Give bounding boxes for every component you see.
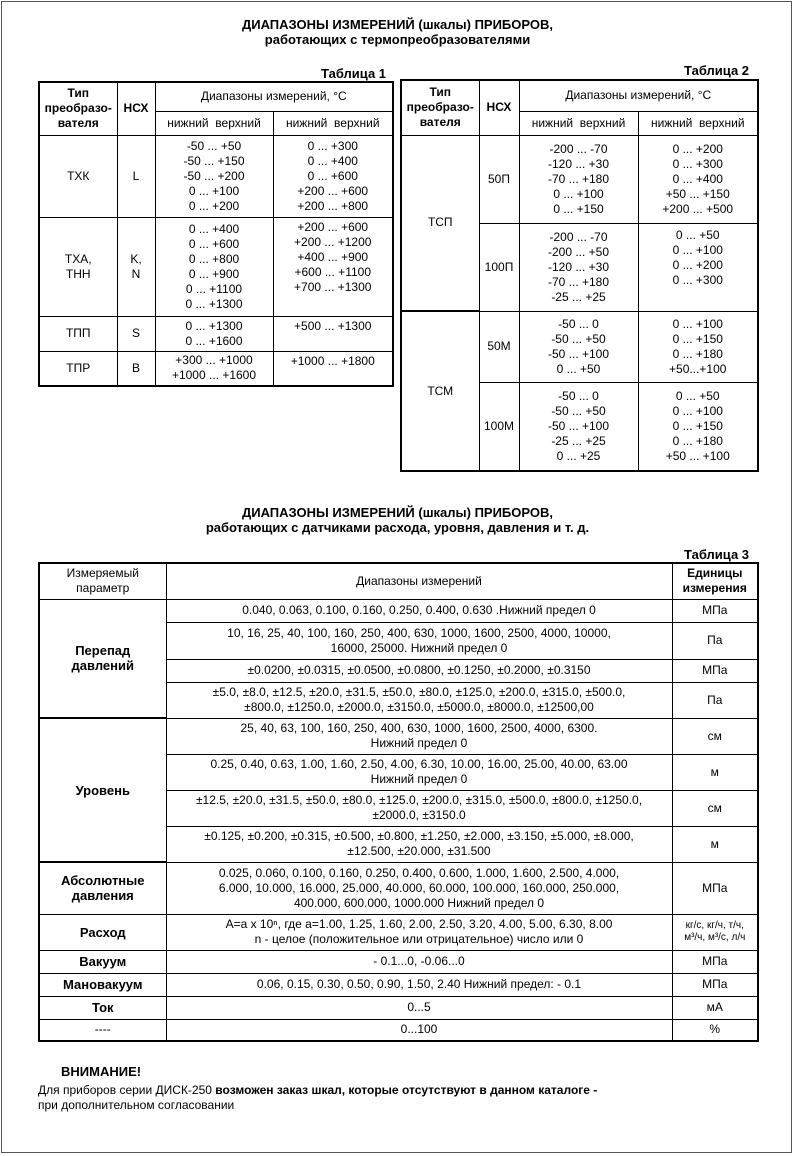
- table-row: [39, 599, 758, 622]
- t1-type: ТХА, ТНН: [39, 217, 117, 316]
- table-row: [39, 1019, 758, 1041]
- t3-range: 25, 40, 63, 100, 160, 250, 400, 630, 1000, 1600, 2500, 4000, 6300. Нижний предел 0: [166, 718, 672, 754]
- t1-header-nsx: НСХ: [117, 82, 155, 135]
- t3-unit: см: [672, 718, 758, 754]
- t3-range: A=a x 10ⁿ, где a=1.00, 1.25, 1.60, 2.00, 2.50, 3.20, 4.00, 5.00, 6.30, 8.00 n - целое (положительное или отрицательное) число или 0: [166, 914, 672, 950]
- t3-unit: МПа: [672, 973, 758, 996]
- table-row: [401, 311, 758, 382]
- t3-param: Абсолютные давления: [39, 862, 166, 914]
- t3-range: 0.025, 0.060, 0.100, 0.160, 0.250, 0.400, 0.600, 1.000, 1.600, 2.500, 4.000, 6.000, 10.000, 16.000, 25.000, 40.000, 60.000, 100.000, 160.000, 250.000, 400.000, 600.000, 1000.000 Нижний предел 0: [166, 862, 672, 914]
- t3-unit: %: [672, 1019, 758, 1041]
- table-row: [401, 135, 758, 223]
- t2-header-type: Тип преобразо- вателя: [401, 80, 479, 135]
- t2-nsx: 50М: [479, 311, 519, 382]
- t1-nsx: K, N: [117, 217, 155, 316]
- t1-col2: 0 ... +300 0 ... +400 0 ... +600 +200 ... +600 +200 ... +800: [273, 135, 393, 217]
- table-row: [39, 950, 758, 973]
- t3-range: ±12.5, ±20.0, ±31.5, ±50.0, ±80.0, ±125.0, ±200.0, ±315.0, ±500.0, ±800.0, ±1250.0, ±2000.0, ±3150.0: [166, 790, 672, 826]
- t3-unit: МПа: [672, 659, 758, 682]
- t3-header-units: Единицы измерения: [672, 563, 758, 599]
- t2-nsx: 100П: [479, 223, 519, 311]
- t1-nsx: S: [117, 316, 155, 351]
- t3-unit: МПа: [672, 950, 758, 973]
- t3-param: Перепад давлений: [39, 599, 166, 718]
- t3-range: - 0.1...0, -0.06...0: [166, 950, 672, 973]
- t3-unit: м: [672, 826, 758, 862]
- t1-nsx: B: [117, 351, 155, 386]
- t3-header-param: Измеряемый параметр: [39, 563, 166, 599]
- table2: [400, 79, 759, 472]
- notice-text-part3: при дополнительном согласовании: [38, 1098, 235, 1112]
- table-row: [39, 973, 758, 996]
- t3-range: ±5.0, ±8.0, ±12.5, ±20.0, ±31.5, ±50.0, ±80.0, ±125.0, ±200.0, ±315.0, ±500.0, ±800.0, ±1250.0, ±2000.0, ±3150.0, ±5000.0, ±8000.0, ±12500,00: [166, 682, 672, 718]
- t2-type: ТСМ: [401, 311, 479, 471]
- t1-header-lower-upper-1: нижний верхний: [155, 111, 273, 135]
- table-row: [39, 996, 758, 1019]
- t2-col2: 0 ... +50 0 ... +100 0 ... +200 0 ... +300: [638, 223, 758, 311]
- notice-text-bold: возможен заказ шкал, которые отсутствуют в данном каталоге -: [215, 1083, 598, 1097]
- title-sensors-line1: ДИАПАЗОНЫ ИЗМЕРЕНИЙ (шкалы) ПРИБОРОВ,: [241, 505, 553, 520]
- t3-param: ----: [39, 1019, 166, 1041]
- t1-col2: +500 ... +1300: [273, 316, 393, 351]
- t3-range: 0.06, 0.15, 0.30, 0.50, 0.90, 1.50, 2.40 Нижний предел: - 0.1: [166, 973, 672, 996]
- t2-col2: 0 ... +200 0 ... +300 0 ... +400 +50 ... +150 +200 ... +500: [638, 135, 758, 223]
- t3-unit: м: [672, 754, 758, 790]
- t3-unit: кг/с, кг/ч, т/ч, м³/ч, м³/с, л/ч: [672, 914, 758, 950]
- t1-header-ranges: Диапазоны измерений, °С: [155, 82, 393, 111]
- table-row: [39, 914, 758, 950]
- title-sensors: [0, 505, 795, 535]
- t3-range: 0...100: [166, 1019, 672, 1041]
- t3-param: Мановакуум: [39, 973, 166, 996]
- t2-header-nsx: НСХ: [479, 80, 519, 135]
- table1: [38, 81, 394, 387]
- t1-col1: +300 ... +1000 +1000 ... +1600: [155, 351, 273, 386]
- t1-col2: +200 ... +600 +200 ... +1200 +400 ... +900 +600 ... +1100 +700 ... +1300: [273, 217, 393, 316]
- t1-type: ТПП: [39, 316, 117, 351]
- t3-range: ±0.0200, ±0.0315, ±0.0500, ±0.0800, ±0.1250, ±0.2000, ±0.3150: [166, 659, 672, 682]
- t1-col1: -50 ... +50 -50 ... +150 -50 ... +200 0 ... +100 0 ... +200: [155, 135, 273, 217]
- t1-nsx: L: [117, 135, 155, 217]
- t3-range: 0...5: [166, 996, 672, 1019]
- t3-unit: мА: [672, 996, 758, 1019]
- t2-type: ТСП: [401, 135, 479, 311]
- t2-col1: -50 ... 0 -50 ... +50 -50 ... +100 0 ... +50: [519, 311, 638, 382]
- t3-param: Вакуум: [39, 950, 166, 973]
- t2-col1: -200 ... -70 -120 ... +30 -70 ... +180 0 ... +100 0 ... +150: [519, 135, 638, 223]
- table-row: [39, 351, 393, 386]
- t1-type: ТХК: [39, 135, 117, 217]
- t3-unit: см: [672, 790, 758, 826]
- t3-range: 0.25, 0.40, 0.63, 1.00, 1.60, 2.50, 4.00, 6.30, 10.00, 16.00, 25.00, 40.00, 63.00 Нижний предел 0: [166, 754, 672, 790]
- t1-col1: 0 ... +1300 0 ... +1600: [155, 316, 273, 351]
- notice-text-part1: Для приборов серии ДИСК-250: [38, 1083, 216, 1097]
- t3-unit: Па: [672, 622, 758, 659]
- t1-col1: 0 ... +400 0 ... +600 0 ... +800 0 ... +900 0 ... +1100 0 ... +1300: [155, 217, 273, 316]
- table-row: [39, 316, 393, 351]
- t2-header-lower-upper-2: нижний верхний: [638, 111, 758, 135]
- table-row: [39, 217, 393, 316]
- t2-nsx: 50П: [479, 135, 519, 223]
- t3-header-ranges: Диапазоны измерений: [166, 563, 672, 599]
- notice-text: [38, 1083, 738, 1113]
- t3-unit: МПа: [672, 599, 758, 622]
- t2-col1: -200 ... -70 -200 ... +50 -120 ... +30 -70 ... +180 -25 ... +25: [519, 223, 638, 311]
- title-thermo-line1: ДИАПАЗОНЫ ИЗМЕРЕНИЙ (шкалы) ПРИБОРОВ,: [241, 17, 553, 32]
- t1-header-type: Тип преобразо- вателя: [39, 82, 117, 135]
- table-row: [39, 718, 758, 754]
- table2-caption: Таблица 2: [684, 63, 750, 78]
- title-thermo-line2: работающих с термопреобразователями: [264, 32, 531, 47]
- table-row: [39, 135, 393, 217]
- t2-col2: 0 ... +100 0 ... +150 0 ... +180 +50...+100: [638, 311, 758, 382]
- t3-range: 0.040, 0.063, 0.100, 0.160, 0.250, 0.400, 0.630 .Нижний предел 0: [166, 599, 672, 622]
- t2-nsx: 100М: [479, 382, 519, 471]
- notice-heading: ВНИМАНИЕ!: [61, 1064, 142, 1079]
- t2-col1: -50 ... 0 -50 ... +50 -50 ... +100 -25 ... +25 0 ... +25: [519, 382, 638, 471]
- t3-unit: МПа: [672, 862, 758, 914]
- t1-col2: +1000 ... +1800: [273, 351, 393, 386]
- t3-range: 10, 16, 25, 40, 100, 160, 250, 400, 630, 1000, 1600, 2500, 4000, 10000, 16000, 25000. Нижний предел 0: [166, 622, 672, 659]
- t1-type: ТПР: [39, 351, 117, 386]
- table1-caption: Таблица 1: [321, 66, 387, 81]
- t2-header-lower-upper-1: нижний верхний: [519, 111, 638, 135]
- title-sensors-line2: работающих с датчиками расхода, уровня, давления и т. д.: [205, 520, 590, 535]
- t3-unit: Па: [672, 682, 758, 718]
- table-row: [39, 862, 758, 914]
- t2-header-ranges: Диапазоны измерений, °С: [519, 80, 758, 111]
- t3-param: Расход: [39, 914, 166, 950]
- t3-param: Ток: [39, 996, 166, 1019]
- t3-param: Уровень: [39, 718, 166, 862]
- title-thermo: [0, 17, 795, 47]
- t1-header-lower-upper-2: нижний верхний: [273, 111, 393, 135]
- table3: [38, 562, 759, 1042]
- t3-range: ±0.125, ±0.200, ±0.315, ±0.500, ±0.800, ±1.250, ±2.000, ±3.150, ±5.000, ±8.000, ±12.500, ±20.000, ±31.500: [166, 826, 672, 862]
- table3-caption: Таблица 3: [684, 547, 750, 562]
- t2-col2: 0 ... +50 0 ... +100 0 ... +150 0 ... +180 +50 ... +100: [638, 382, 758, 471]
